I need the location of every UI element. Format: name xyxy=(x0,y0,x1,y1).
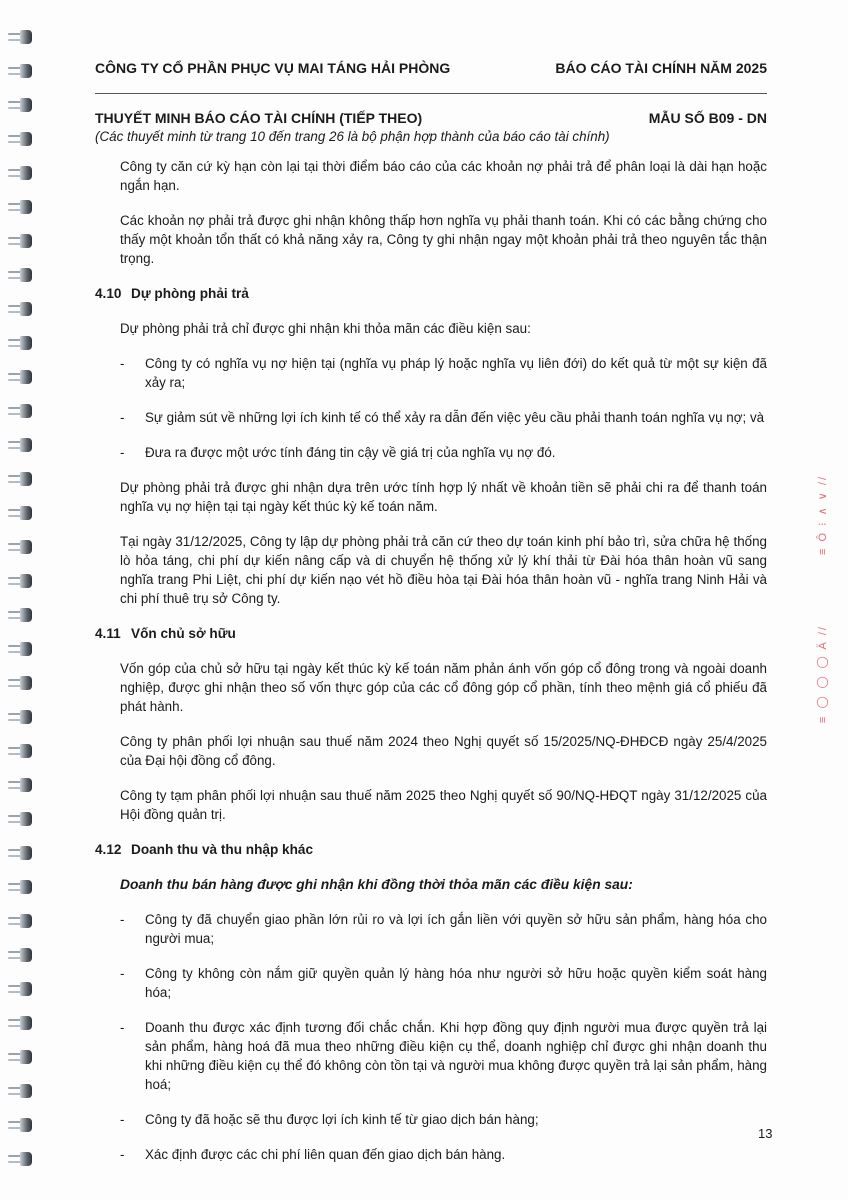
paragraph: Công ty tạm phân phối lợi nhuận sau thuế năm 2025 theo Nghị quyết số 90/NQ-HĐQT ngày 31/12/2025 của Hội đồng quản trị. xyxy=(120,788,767,822)
report-title: BÁO CÁO TÀI CHÍNH NĂM 2025 xyxy=(555,60,767,76)
heading-text: Doanh thu và thu nhập khác xyxy=(131,842,314,857)
bullet-dash: - xyxy=(120,1112,125,1127)
binding-ring xyxy=(8,64,34,78)
list-item: - Công ty đã hoặc sẽ thu được lợi ích kinh tế từ giao dịch bán hàng; xyxy=(120,1112,539,1127)
section-note: (Các thuyết minh từ trang 10 đến trang 26 là bộ phận hợp thành của báo cáo tài chính) xyxy=(95,129,610,144)
binding-ring xyxy=(8,336,34,350)
list-item: - Đưa ra được một ước tính đáng tin cậy về giá trị của nghĩa vụ nợ đó. xyxy=(120,445,556,460)
binding-ring xyxy=(8,234,34,248)
heading-text: Dự phòng phải trả xyxy=(131,286,249,301)
binding-ring xyxy=(8,846,34,860)
seal-stamp-mark: ≡ Ô ⁝ ∧ ∨ // ≡ ◯ ◯ ◯ Ä // xyxy=(817,475,829,724)
binding-ring xyxy=(8,642,34,656)
binding-ring xyxy=(8,574,34,588)
heading-number: 4.12 xyxy=(95,842,122,857)
list-item: - Công ty đã chuyển giao phần lớn rủi ro và lợi ích gắn liền với quyền sở hữu sản phẩm, hàng hóa cho người mua; xyxy=(120,912,767,946)
binding-ring xyxy=(8,880,34,894)
bullet-dash: - xyxy=(120,1147,125,1162)
binding-ring xyxy=(8,676,34,690)
binding-ring xyxy=(8,1050,34,1064)
heading-4-10 xyxy=(95,284,767,303)
binding-ring xyxy=(8,948,34,962)
paragraph: Công ty phân phối lợi nhuận sau thuế năm 2024 theo Nghị quyết số 15/2025/NQ-ĐHĐCĐ ngày 25/4/2025 của Đại hội đồng cổ đông. xyxy=(120,734,767,768)
binding-ring xyxy=(8,1118,34,1132)
bullet-dash: - xyxy=(120,1020,125,1035)
list-item: - Sự giảm sút về những lợi ích kinh tế có thể xảy ra dẫn đến việc yêu cầu phải thanh toán nghĩa vụ nợ; và xyxy=(120,410,765,425)
binding-ring xyxy=(8,812,34,826)
list-item: - Công ty có nghĩa vụ nợ hiện tại (nghĩa vụ pháp lý hoặc nghĩa vụ liên đới) do kết quả từ một sự kiện đã xảy ra; xyxy=(120,356,767,390)
header-divider xyxy=(95,93,767,94)
heading-4-11 xyxy=(95,624,767,643)
binding-ring xyxy=(8,404,34,418)
binding-ring xyxy=(8,1016,34,1030)
list-item: - Xác định được các chi phí liên quan đến giao dịch bán hàng. xyxy=(120,1147,506,1162)
page-number: 13 xyxy=(758,1126,773,1141)
binding-ring xyxy=(8,166,34,180)
binding-ring xyxy=(8,30,34,44)
binding-ring xyxy=(8,982,34,996)
binding-ring xyxy=(8,472,34,486)
form-code: MẪU SỐ B09 - DN xyxy=(648,110,767,126)
binding-ring xyxy=(8,302,34,316)
binding-ring xyxy=(8,710,34,724)
binding-ring xyxy=(8,132,34,146)
heading-number: 4.10 xyxy=(95,286,122,301)
company-name: CÔNG TY CỔ PHẦN PHỤC VỤ MAI TÁNG HẢI PHÒNG xyxy=(95,60,451,76)
list-item: - Doanh thu được xác định tương đối chắc chắn. Khi hợp đồng quy định người mua được quyền trả lại sản phẩm, hàng hoá đã mua theo những điều kiện cụ thể, doanh nghiệp chỉ được ghi nhận doanh thu khi những điều kiện cụ thể đó không còn tồn tại và người mua không được quyền trả lại sản phẩm, hàng hoá; xyxy=(120,1020,767,1092)
paragraph: Công ty căn cứ kỳ hạn còn lại tại thời điểm báo cáo của các khoản nợ phải trả để phân loại là dài hạn hoặc ngắn hạn. xyxy=(120,159,767,193)
paragraph: Vốn góp của chủ sở hữu tại ngày kết thúc kỳ kế toán năm phản ánh vốn góp cổ đông trong và ngoài doanh nghiệp, được ghi nhận theo số vốn thực góp của các cổ đông góp cổ phần, tính theo mệnh giá cổ phiếu đã phát hành. xyxy=(120,661,767,714)
binding-ring xyxy=(8,540,34,554)
bullet-dash: - xyxy=(120,966,125,981)
binding-ring xyxy=(8,506,34,520)
binding-ring xyxy=(8,200,34,214)
heading-number: 4.11 xyxy=(95,626,121,641)
binding-ring xyxy=(8,744,34,758)
paragraph: Dự phòng phải trả được ghi nhận dựa trên ước tính hợp lý nhất về khoản tiền sẽ phải chi ra để thanh toán nghĩa vụ nợ hiện tại tại ngày kết thúc kỳ kế toán năm. xyxy=(120,480,767,514)
paragraph: Các khoản nợ phải trả được ghi nhận không thấp hơn nghĩa vụ phải thanh toán. Khi có các bằng chứng cho thấy một khoản tổn thất có khả năng xảy ra, Công ty ghi nhận ngay một khoản phải trả theo nguyên tắc thận trọng. xyxy=(120,213,767,266)
bullet-dash: - xyxy=(120,356,125,371)
section-title: THUYẾT MINH BÁO CÁO TÀI CHÍNH (TIẾP THEO) xyxy=(95,110,423,126)
binding-ring xyxy=(8,914,34,928)
bullet-dash: - xyxy=(120,410,125,425)
binding-ring xyxy=(8,370,34,384)
spiral-binding xyxy=(0,0,40,1200)
subheading: Doanh thu bán hàng được ghi nhận khi đồng thời thỏa mãn các điều kiện sau: xyxy=(120,877,633,892)
binding-ring xyxy=(8,1084,34,1098)
list-item: - Công ty không còn nắm giữ quyền quản lý hàng hóa như người sở hữu hoặc quyền kiểm soát hàng hóa; xyxy=(120,966,767,1000)
document-body xyxy=(95,157,767,1180)
binding-ring xyxy=(8,608,34,622)
binding-ring xyxy=(8,268,34,282)
paragraph: Tại ngày 31/12/2025, Công ty lập dự phòng phải trả căn cứ theo dự toán kinh phí bảo trì, sửa chữa hệ thống lò hỏa táng, chi phí dự kiến nâng cấp và di chuyển hệ thống xử lý khí thải từ Đài hóa thân hoàn vũ sang nghĩa trang Phi Liệt, chi phí dự kiến nạo vét hồ điều hòa tại Đài hóa thân hoàn vũ - nghĩa trang Ninh Hải và chi phí thuê trụ sở Công ty. xyxy=(120,534,767,606)
paragraph: Dự phòng phải trả chỉ được ghi nhận khi thỏa mãn các điều kiện sau: xyxy=(120,321,531,336)
heading-text: Vốn chủ sở hữu xyxy=(131,626,236,641)
section-header xyxy=(95,110,767,144)
bullet-dash: - xyxy=(120,445,125,460)
binding-ring xyxy=(8,438,34,452)
heading-4-12 xyxy=(95,840,767,859)
binding-ring xyxy=(8,778,34,792)
binding-ring xyxy=(8,98,34,112)
bullet-dash: - xyxy=(120,912,125,927)
binding-ring xyxy=(8,1152,34,1166)
